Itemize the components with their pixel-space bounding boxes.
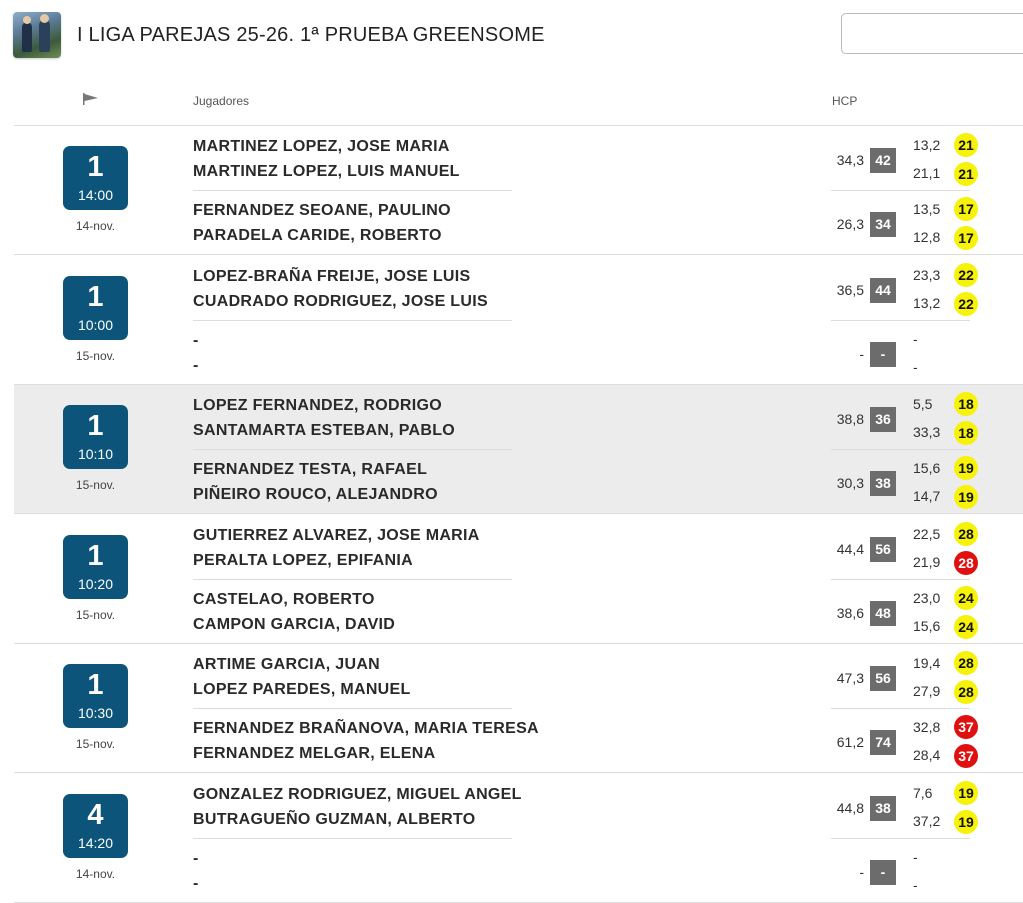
tee-time: 10:10	[77, 446, 114, 463]
tee-time-row[interactable]	[14, 126, 1023, 255]
team-playing-hcp: 44	[870, 278, 896, 303]
team-pair	[14, 838, 1023, 902]
player-hcp-index: 5,5	[913, 396, 933, 413]
team-playing-hcp: 56	[870, 666, 896, 691]
player-name: CAMPON GARCIA, DAVID	[193, 615, 396, 633]
flag-icon	[83, 93, 101, 105]
player-playing-hcp-badge: 37	[954, 744, 978, 768]
player-name: GONZALEZ RODRIGUEZ, MIGUEL ANGEL	[193, 786, 522, 803]
player-name: FERNANDEZ SEOANE, PAULINO	[193, 202, 451, 219]
column-header-players: Jugadores	[193, 94, 250, 108]
tee-time-row[interactable]	[14, 256, 1023, 385]
player-playing-hcp-badge: 28	[954, 551, 978, 575]
player-playing-hcp-badge: 17	[954, 197, 978, 221]
player-playing-hcp-badge: 21	[954, 133, 978, 157]
player-playing-hcp-badge: 28	[954, 651, 978, 675]
player-playing-hcp-badge: 22	[954, 263, 978, 287]
player-name: PIÑEIRO ROUCO, ALEJANDRO	[193, 486, 438, 504]
team-hcp-value: 44,4	[836, 540, 864, 557]
player-playing-hcp-badge: 24	[954, 615, 978, 639]
team-pair	[14, 579, 1023, 643]
player-playing-hcp-badge: 19	[954, 810, 978, 834]
tee-time: 10:20	[77, 575, 114, 592]
team-pair	[14, 190, 1023, 254]
team-hcp-value: -	[859, 864, 864, 880]
team-pair	[14, 320, 1023, 384]
tee-date: 15-nov.	[75, 348, 116, 363]
team-divider	[831, 838, 970, 839]
player-name: FERNANDEZ BRAÑANOVA, MARIA TERESA	[193, 720, 539, 738]
player-name: BUTRAGUEÑO GUZMAN, ALBERTO	[193, 811, 476, 828]
player-hcp-index: 21,9	[913, 553, 941, 570]
player-name: SANTAMARTA ESTEBAN, PABLO	[193, 422, 456, 440]
team-playing-hcp: 38	[870, 796, 896, 821]
tee-date: 15-nov.	[75, 478, 116, 493]
team-pair	[14, 126, 1023, 190]
player-name: LOPEZ-BRAÑA FREIJE, JOSE LUIS	[193, 267, 471, 285]
team-divider	[831, 190, 970, 191]
player-hcp-index: 22,5	[913, 525, 941, 542]
team-playing-hcp: 38	[870, 471, 896, 496]
page-title: I LIGA PAREJAS 25-26. 1ª PRUEBA GREENSOME	[77, 24, 545, 46]
player-name: PERALTA LOPEZ, EPIFANIA	[193, 551, 413, 569]
player-playing-hcp-badge: 18	[954, 392, 978, 416]
player-hcp-index: 14,7	[913, 488, 941, 505]
team-pair	[14, 385, 1023, 449]
player-hcp-index: 37,2	[913, 813, 941, 829]
player-hcp-index: 19,4	[913, 655, 941, 672]
player-hcp-index: 15,6	[913, 617, 941, 634]
player-name: ARTIME GARCIA, JUAN	[193, 656, 381, 674]
player-name: -	[193, 875, 199, 892]
player-name: CUADRADO RODRIGUEZ, JOSE LUIS	[193, 292, 488, 310]
tournament-logo	[13, 12, 61, 58]
tee-date: 15-nov.	[75, 607, 116, 622]
team-playing-hcp: -	[870, 342, 896, 367]
team-divider	[193, 838, 512, 839]
player-name: -	[193, 850, 199, 867]
player-name: PARADELA CARIDE, ROBERTO	[193, 227, 442, 244]
team-hcp-value: 36,5	[836, 281, 864, 298]
team-playing-hcp: 36	[870, 407, 896, 432]
team-hcp-value: 47,3	[836, 670, 864, 687]
player-hcp-index: -	[913, 877, 918, 893]
tee-date: 15-nov.	[75, 737, 116, 752]
team-pair	[14, 449, 1023, 513]
player-playing-hcp-badge: 24	[954, 586, 978, 610]
tee-number: 4	[87, 799, 104, 831]
player-hcp-index: -	[913, 330, 918, 347]
player-name: -	[193, 331, 199, 349]
tee-time: 14:20	[77, 835, 114, 851]
team-pair	[14, 774, 1023, 838]
team-hcp-value: 26,3	[836, 216, 864, 232]
tee-number: 1	[87, 151, 104, 183]
team-playing-hcp: 34	[870, 212, 896, 237]
player-hcp-index: 12,8	[913, 229, 941, 245]
team-hcp-value: 38,8	[836, 411, 864, 428]
player-hcp-index: 7,6	[913, 785, 933, 801]
team-pair	[14, 644, 1023, 708]
team-hcp-value: 38,6	[836, 604, 864, 621]
player-hcp-index: 32,8	[913, 719, 941, 736]
tee-number: 1	[87, 410, 104, 443]
player-playing-hcp-badge: 19	[954, 485, 978, 509]
player-name: CASTELAO, ROBERTO	[193, 590, 375, 608]
player-hcp-index: 33,3	[913, 424, 941, 441]
player-playing-hcp-badge: 19	[954, 456, 978, 480]
player-name: FERNANDEZ MELGAR, ELENA	[193, 745, 436, 763]
tee-time-row[interactable]	[14, 774, 1023, 903]
team-playing-hcp: 56	[870, 537, 896, 562]
tee-time: 14:00	[77, 187, 114, 203]
player-playing-hcp-badge: 28	[954, 522, 978, 546]
player-name: MARTINEZ LOPEZ, LUIS MANUEL	[193, 163, 460, 180]
column-header-hcp: HCP	[832, 94, 858, 108]
team-hcp-value: 44,8	[836, 800, 864, 816]
player-name: LOPEZ PAREDES, MANUEL	[193, 681, 411, 699]
player-hcp-index: 13,2	[913, 294, 941, 311]
player-playing-hcp-badge: 21	[954, 162, 978, 186]
player-playing-hcp-badge: 22	[954, 292, 978, 316]
team-hcp-value: 34,3	[836, 152, 864, 168]
player-playing-hcp-badge: 17	[954, 226, 978, 250]
player-playing-hcp-badge: 28	[954, 680, 978, 704]
tee-time-row[interactable]	[14, 385, 1023, 514]
player-name: LOPEZ FERNANDEZ, RODRIGO	[193, 397, 442, 415]
tee-time-row[interactable]	[14, 515, 1023, 644]
team-playing-hcp: 74	[870, 730, 896, 755]
player-playing-hcp-badge: 37	[954, 715, 978, 739]
player-hcp-index: 23,3	[913, 266, 941, 283]
player-playing-hcp-badge: 18	[954, 421, 978, 445]
team-pair	[14, 256, 1023, 320]
tee-time: 10:00	[77, 316, 114, 333]
team-divider	[193, 190, 512, 191]
tee-date: 14-nov.	[75, 867, 116, 881]
player-name: MARTINEZ LOPEZ, JOSE MARIA	[193, 138, 450, 155]
player-hcp-index: -	[913, 358, 918, 375]
tee-number: 1	[87, 669, 104, 702]
team-divider	[831, 320, 970, 321]
player-hcp-index: 15,6	[913, 460, 941, 477]
page-header	[0, 0, 1023, 75]
player-hcp-index: -	[913, 849, 918, 865]
team-pair	[14, 515, 1023, 579]
player-name: -	[193, 356, 199, 374]
team-playing-hcp: 48	[870, 601, 896, 626]
tee-number: 1	[87, 539, 104, 572]
player-hcp-index: 28,4	[913, 747, 941, 764]
team-divider	[193, 449, 512, 450]
team-divider	[193, 579, 512, 580]
team-playing-hcp: 42	[870, 148, 896, 173]
team-divider	[831, 579, 970, 580]
player-hcp-index: 13,2	[913, 137, 941, 153]
tee-time: 10:30	[77, 705, 114, 722]
player-hcp-index: 27,9	[913, 683, 941, 700]
team-divider	[193, 708, 512, 709]
team-divider	[831, 449, 970, 450]
player-hcp-index: 13,5	[913, 201, 941, 217]
player-hcp-index: 21,1	[913, 165, 941, 181]
team-hcp-value: 30,3	[836, 475, 864, 492]
team-divider	[193, 320, 512, 321]
player-playing-hcp-badge: 19	[954, 781, 978, 805]
team-pair	[14, 708, 1023, 772]
player-hcp-index: 23,0	[913, 589, 941, 606]
tee-date: 14-nov.	[75, 219, 116, 233]
team-divider	[831, 708, 970, 709]
team-playing-hcp: -	[870, 860, 896, 885]
player-name: FERNANDEZ TESTA, RAFAEL	[193, 461, 428, 479]
player-name: GUTIERREZ ALVAREZ, JOSE MARIA	[193, 526, 480, 544]
tee-time-row[interactable]	[14, 644, 1023, 773]
team-hcp-value: 61,2	[836, 734, 864, 751]
team-hcp-value: -	[859, 345, 864, 362]
tee-number: 1	[87, 280, 104, 313]
search-input[interactable]	[841, 13, 1023, 54]
